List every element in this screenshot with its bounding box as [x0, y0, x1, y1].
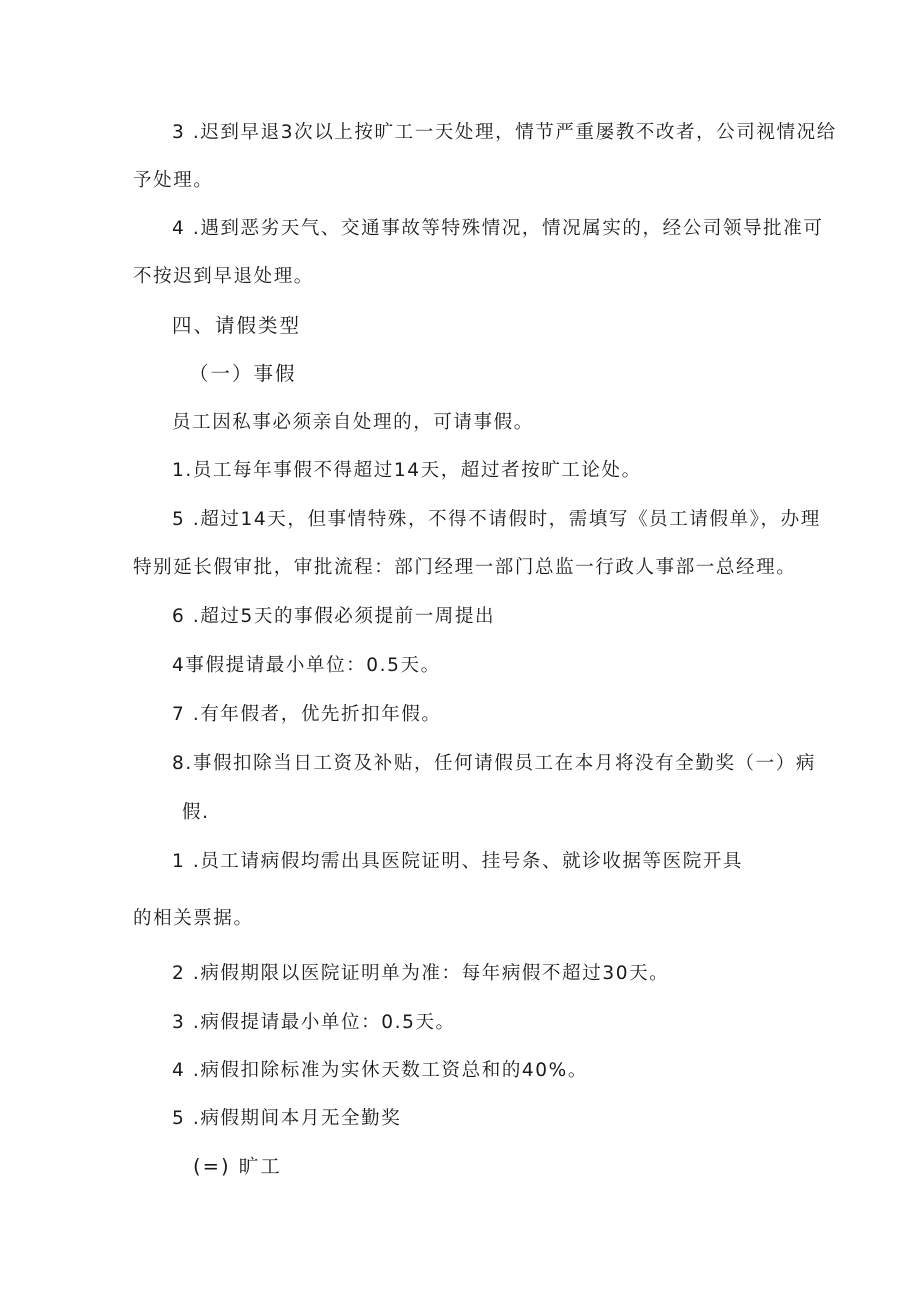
paragraph-rule-3-line2: 予处理。	[133, 170, 214, 191]
subsection-heading-personal-leave: （一）事假	[189, 362, 297, 385]
paragraph-rule-4-line1: 4 .遇到恶劣天气、交通事故等特殊情况，情况属实的，经公司领导批准可	[172, 218, 824, 239]
paragraph-personal-leave-6: 6 .超过5天的事假必须提前一周提出	[172, 606, 496, 627]
section-heading-leave-types: 四、请假类型	[172, 314, 302, 337]
paragraph-sick-leave-2: 2 .病假期限以医院证明单为准：每年病假不超过30天。	[172, 963, 670, 984]
paragraph-sick-leave-5: 5 .病假期间本月无全勤奖	[172, 1108, 402, 1129]
paragraph-rule-3-line1: 3 .迟到早退3次以上按旷工一天处理，情节严重屡教不改者，公司视情况给	[172, 122, 837, 143]
paragraph-sick-leave-4: 4 .病假扣除标准为实休天数工资总和的40%。	[172, 1060, 588, 1081]
paragraph-personal-leave-5-line1: 5 .超过14天，但事情特殊，不得不请假时，需填写《员工请假单》，办理	[172, 509, 821, 530]
subsection-heading-absenteeism: (=) 旷工	[193, 1155, 282, 1178]
paragraph-personal-leave-1: 1.员工每年事假不得超过14天，超过者按旷工论处。	[172, 460, 642, 481]
paragraph-personal-leave-4: 4事假提请最小单位：0.5天。	[172, 655, 441, 676]
paragraph-personal-leave-5-line2: 特别延长假审批，审批流程：部门经理一部门总监一行政人事部一总经理。	[133, 557, 797, 578]
paragraph-personal-leave-7: 7 .有年假者，优先折扣年假。	[172, 704, 442, 725]
paragraph-personal-leave-8-line1: 8.事假扣除当日工资及补贴，任何请假员工在本月将没有全勤奖（一）病	[172, 753, 816, 774]
paragraph-personal-leave-8-line2: 假.	[182, 802, 210, 823]
paragraph-personal-leave-intro: 员工因私事必须亲自处理的，可请事假。	[172, 412, 534, 433]
paragraph-sick-leave-1-line2: 的相关票据。	[133, 908, 254, 929]
paragraph-sick-leave-3: 3 .病假提请最小单位：0.5天。	[172, 1012, 456, 1033]
paragraph-sick-leave-1-line1: 1 .员工请病假均需出具医院证明、挂号条、就诊收据等医院开具	[172, 851, 744, 872]
paragraph-rule-4-line2: 不按迟到早退处理。	[133, 266, 314, 287]
